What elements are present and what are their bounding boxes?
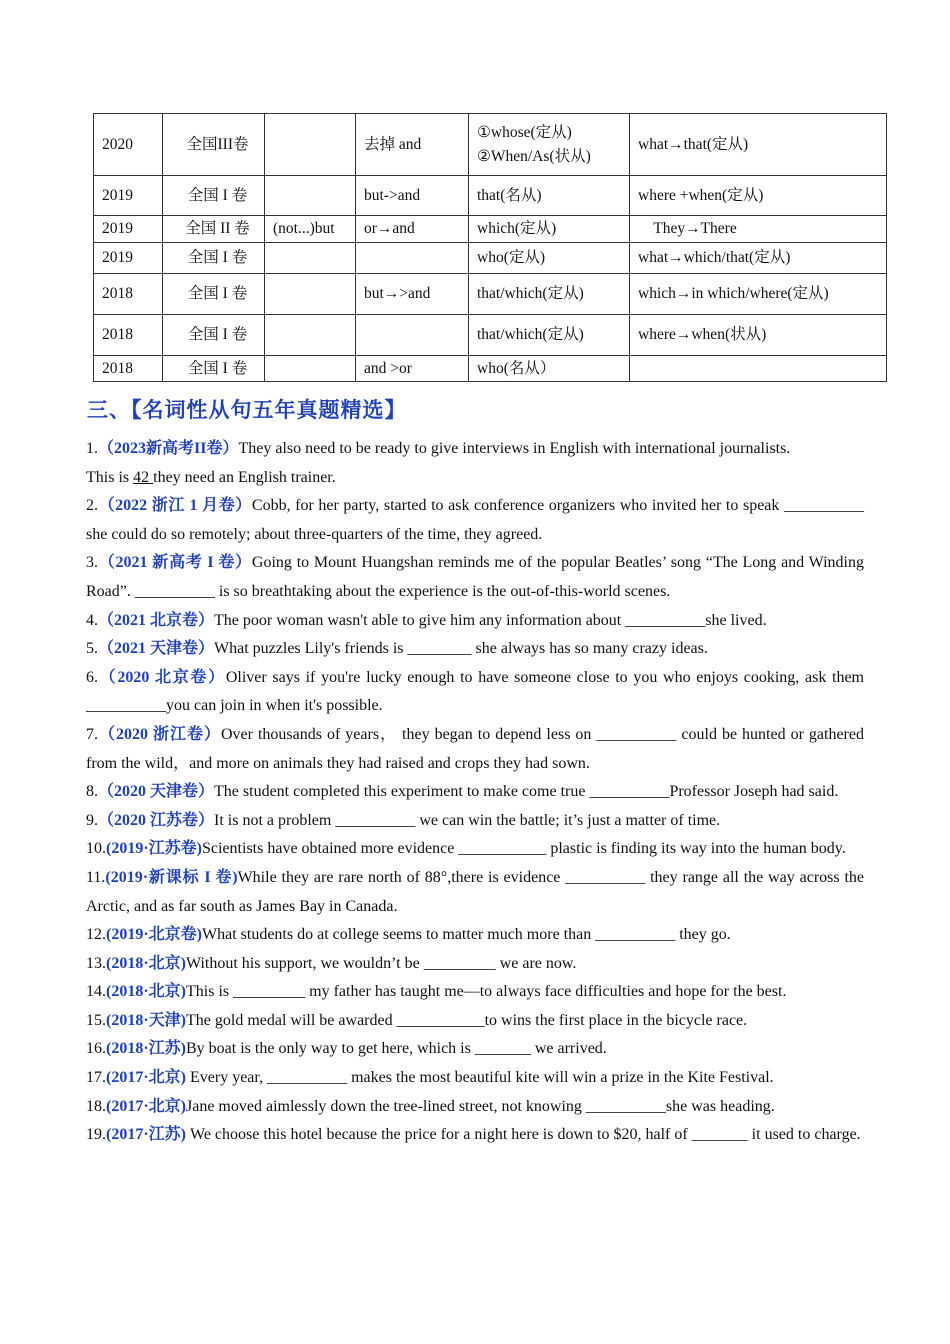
question-list (86, 435, 864, 1150)
question-item: 10.(2019·江苏卷)Scientists have obtained more evidence ___________ plastic is finding its way into the human body. (86, 840, 846, 858)
question-item: 13.(2018·北京)Without his support, we wouldn’t be _________ we are now. (86, 954, 577, 972)
question-item: 8.（2020 天津卷）The student completed this experiment to make come true __________Professor Joseph had said. (86, 783, 839, 801)
question-source: (2018·江苏) (106, 1040, 186, 1058)
question-item: 18.(2017·北京)Jane moved aimlessly down the tree-lined street, not knowing __________she was heading. (86, 1097, 775, 1115)
table-row: 2019 全国 II 卷 (not...)but or→and which(定从) They→There (94, 216, 887, 243)
question-item: 4.（2021 北京卷）The poor woman wasn't able to give him any information about __________she lived. (86, 611, 767, 629)
question-source: （2021 新高考 I 卷） (98, 554, 252, 572)
error-summary-table (93, 113, 887, 382)
question-source: (2017·北京) (106, 1097, 186, 1115)
question-item: 5.（2021 天津卷）What puzzles Lily's friends is ________ she always has so many crazy ideas. (86, 640, 708, 658)
question-item: 3.（2021 新高考 I 卷）Going to Mount Huangshan reminds me of the popular Beatles’ song “The Long and Winding Road”. __________ is so breathtaking about the experience is the out-of-this-world scenes. (86, 554, 864, 600)
question-item: 14.(2018·北京)This is _________ my father has taught me—to always face difficulties and hope for the best. (86, 983, 787, 1001)
question-source: （2021 北京卷） (98, 611, 215, 629)
table-row: 2019 全国 I 卷 but->and that(名从) where +when(定从) (94, 176, 887, 216)
question-source: (2017·江苏) (106, 1126, 186, 1144)
table-row: 2018 全国 I 卷 that/which(定从) where→when(状从) (94, 315, 887, 356)
question-item: 7.（2020 浙江卷）Over thousands of years， they began to depend less on __________ could be hunted or gathered from the wild，and more on animals they had raised and crops they had sown. (86, 725, 864, 772)
question-item: 12.(2019·北京卷)What students do at college seems to matter much more than __________ they go. (86, 926, 731, 944)
question-source: （2020 北京卷） (98, 668, 226, 686)
table-row: 2018 全国 I 卷 but→>and that/which(定从) which→in which/where(定从) (94, 274, 887, 315)
question-source: (2017·北京) (106, 1069, 186, 1087)
question-item: 1.（2023新高考II卷）They also need to be ready to give interviews in English with international journalists. This is 42 they need an English trainer. (86, 440, 791, 486)
question-item: 11.(2019·新课标 I 卷)While they are rare north of 88°,there is evidence __________ they range all the way across the Arctic, and as far south as James Bay in Canada. (86, 868, 864, 915)
question-source: (2018·北京) (106, 954, 186, 972)
question-item: 2.（2022 浙江 1 月卷）Cobb, for her party, started to ask conference organizers who invited her to speak __________ she could do so remotely; about three-quarters of the time, they agreed. (86, 497, 864, 543)
question-source: （2022 浙江 1 月卷） (98, 497, 252, 515)
question-source: (2019·北京卷) (106, 926, 202, 944)
question-item: 17.(2017·北京) Every year, __________ makes the most beautiful kite will win a prize in the Kite Festival. (86, 1069, 774, 1087)
question-source: （2020 江苏卷） (98, 811, 215, 829)
question-item: 15.(2018·天津)The gold medal will be awarded ___________to wins the first place in the bicycle race. (86, 1011, 748, 1029)
question-source: （2021 天津卷） (98, 640, 215, 658)
table-row: 2018 全国 I 卷 and >or who(名从） (94, 356, 887, 382)
answer-blank: 42 (133, 468, 154, 486)
question-source: (2018·北京) (106, 983, 186, 1001)
question-source: (2018·天津) (106, 1011, 186, 1029)
question-item: 9.（2020 江苏卷）It is not a problem __________ we can win the battle; it’s just a matter of time. (86, 811, 721, 829)
question-source: (2019·新课标 I 卷) (105, 868, 238, 886)
question-source: （2020 天津卷） (98, 783, 215, 801)
table-row: 2019 全国 I 卷 who(定从) what→which/that(定从) (94, 243, 887, 274)
table-row: 2020 全国III卷 去掉 and ①whose(定从) ②When/As(状从) what→that(定从) (94, 114, 887, 176)
question-source: (2019·江苏卷) (106, 840, 202, 858)
question-item: 19.(2017·江苏) We choose this hotel because the price for a night here is down to $20, half of _______ it used to charge. (86, 1126, 861, 1144)
question-source: （2023新高考II卷） (98, 440, 239, 457)
section-heading: 三、【名词性从句五年真题精选】 (87, 398, 407, 422)
question-source: （2020 浙江卷） (98, 725, 221, 743)
question-item: 6.（2020 北京卷）Oliver says if you're lucky enough to have someone close to you who enjoys cooking, ask them __________you can join in when it's possible. (86, 668, 864, 715)
question-item: 16.(2018·江苏)By boat is the only way to get here, which is _______ we arrived. (86, 1040, 607, 1058)
